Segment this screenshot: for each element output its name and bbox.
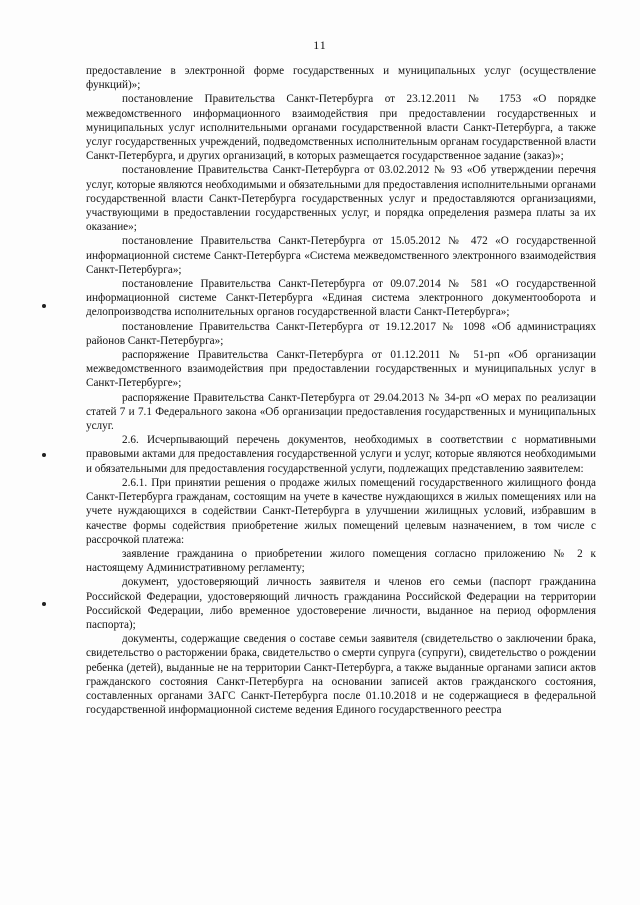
paragraph-continuation: предоставление в электронной форме государственных и муниципальных услуг (осуществление функций)»; (86, 65, 596, 92)
paragraph: документ, удостоверяющий личность заявителя и членов его семьи (паспорт гражданина Российской Федерации, удостоверяющий личность гражданина Российской Федерации на территории Российской Федерации, либо временное удостоверение личности, выданное на период оформления паспорта); (86, 576, 596, 631)
section-heading: 2.6. Исчерпывающий перечень документов, необходимых в соответствии с нормативными правовыми актами для предоставления государственной услуги и услуг, которые являются необходимыми и обязательными для предоставления государственной услуги, подлежащих представлению заявителем: (86, 434, 596, 475)
paragraph: распоряжение Правительства Санкт-Петербурга от 01.12.2011 № 51-рп «Об организации межведомственного взаимодействия при предоставлении государственных и муниципальных услуг в Санкт-Петербурге»; (86, 349, 596, 390)
paragraph: распоряжение Правительства Санкт-Петербурга от 29.04.2013 № 34-рп «О мерах по реализации статей 7 и 7.1 Федерального закона «Об организации предоставления государственных и муниципальных услуг. (86, 391, 596, 433)
paragraph: постановление Правительства Санкт-Петербурга от 23.12.2011 № 1753 «О порядке межведомственного информационного взаимодействия при предоставлении государственных и муниципальных услуг исполнительными органами государственной власти Санкт-Петербурга, а также услуг государственных учреждений, подведомственных исполнительным органам государственной власти Санкт-Петербурга, и других организаций, в которых размещается государственное задание (заказ)»; (86, 93, 596, 163)
paragraph: постановление Правительства Санкт-Петербурга от 15.05.2012 № 472 «О государственной информационной системе Санкт-Петербурга «Система межведомственного электронного взаимодействия Санкт-Петербурга»; (86, 235, 596, 276)
margin-mark (42, 453, 46, 457)
paragraph: постановление Правительства Санкт-Петербурга от 09.07.2014 № 581 «О государственной информационной системе Санкт-Петербурга «Единая система электронного документооборота и делопроизводства исполнительных органов государственной власти Санкт-Петербурга»; (86, 278, 596, 319)
margin-mark (42, 304, 46, 308)
paragraph: заявление гражданина о приобретении жилого помещения согласно приложению № 2 к настоящему Административному регламенту; (86, 547, 596, 575)
page-number: 11 (313, 38, 327, 52)
margin-mark (42, 602, 46, 606)
paragraph: постановление Правительства Санкт-Петербурга от 19.12.2017 № 1098 «Об администрациях районов Санкт-Петербурга»; (86, 320, 596, 347)
document-body (86, 64, 596, 717)
paragraph: документы, содержащие сведения о составе семьи заявителя (свидетельство о заключении брака, свидетельство о расторжении брака, свидетельство о смерти супруга (супруги), свидетельство о рождении ребенка (детей), выданные не на территории Санкт-Петербурга, а также выданные органами записи актов гражданского состояния Санкт-Петербурга на основании записей актов гражданского состояния, составленных органами ЗАГС Санкт-Петербурга после 01.10.2018 и не содержащиеся в федеральной государственной информационной системе ведения Единого государственного реестра (86, 633, 596, 717)
paragraph: 2.6.1. При принятии решения о продаже жилых помещений государственного жилищного фонда Санкт-Петербурга гражданам, состоящим на учете в качестве нуждающихся в жилых помещениях или на учете нуждающихся в содействии Санкт-Петербурга в улучшении жилищных условий, избравшим в качестве формы содействия приобретение жилых помещений целевым назначением, в том числе с рассрочкой платежа: (86, 476, 596, 546)
paragraph: постановление Правительства Санкт-Петербурга от 03.02.2012 № 93 «Об утверждении перечня услуг, которые являются необходимыми и обязательными для предоставления исполнительными органами государственной власти Санкт-Петербурга государственных услуг и предоставляются организациями, участвующими в предоставлении государственных услуг, и порядка определения размера платы за их оказание»; (86, 164, 597, 234)
